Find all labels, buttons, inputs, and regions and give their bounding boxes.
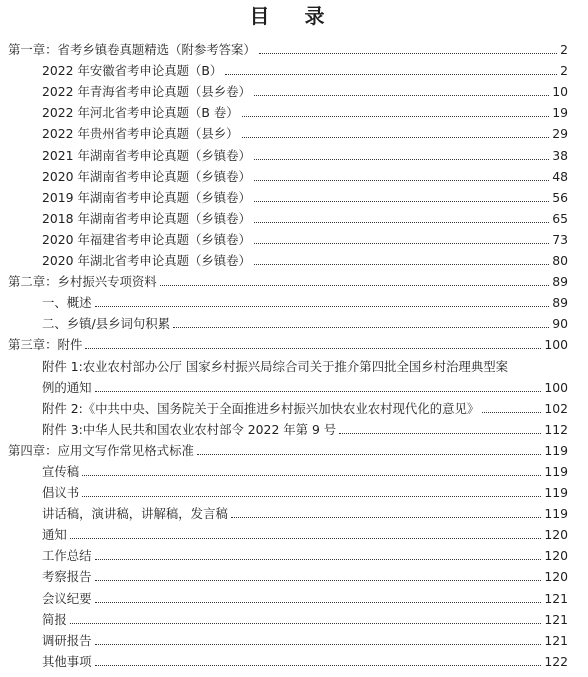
toc-dot-leader: [339, 433, 541, 434]
toc-page-number: 65: [552, 210, 568, 226]
toc-page-number: 102: [544, 400, 568, 416]
toc-dot-leader: [70, 623, 542, 624]
toc-page-number: 119: [544, 442, 568, 458]
toc-page-number: 80: [552, 253, 568, 269]
toc-dot-leader: [254, 201, 549, 202]
toc-page-number: 121: [544, 590, 568, 606]
toc-dot-leader: [95, 580, 542, 581]
toc-dot-leader: [173, 327, 549, 328]
toc-section-entry[interactable]: [0, 627, 588, 648]
toc-page-number: 10: [552, 84, 568, 100]
toc-dot-leader: [197, 454, 541, 455]
toc-section-entry[interactable]: [0, 395, 588, 416]
toc-section-entry[interactable]: [0, 606, 588, 627]
toc-entry-label: 宣传稿: [42, 463, 80, 479]
toc-entry-label: 2019 年湖南省考申论真题（乡镇卷）: [42, 189, 251, 205]
toc-page-number: 89: [552, 295, 568, 311]
toc-page-number: 38: [552, 147, 568, 163]
toc-page-number: 2: [560, 42, 568, 58]
toc-dot-leader: [95, 559, 542, 560]
toc-entry-label: 调研报告: [42, 632, 92, 648]
toc-page-number: 119: [544, 463, 568, 479]
toc-section-entry[interactable]: [0, 57, 588, 78]
toc-dot-leader: [85, 348, 541, 349]
toc-entry-label: 一、概述: [42, 295, 92, 311]
toc-chapter-entry[interactable]: [0, 437, 588, 458]
toc-entry-label: 倡议书: [42, 485, 80, 501]
toc-chapter-entry[interactable]: [0, 36, 588, 57]
toc-section-entry[interactable]: [0, 563, 588, 584]
toc-entry-label: 2020 年福建省考申论真题（乡镇卷）: [42, 231, 251, 247]
toc-entry-label: 会议纪要: [42, 590, 92, 606]
toc-entry-label: 简报: [42, 611, 67, 627]
toc-dot-leader: [242, 116, 550, 117]
toc-entry-label: 考察报告: [42, 569, 92, 585]
document-title: 目 录: [249, 4, 339, 28]
toc-entry-label: 附件 3:中华人民共和国农业农村部令 2022 年第 9 号: [42, 421, 337, 437]
toc-page-number: 120: [544, 548, 568, 564]
toc-section-entry[interactable]: [0, 289, 588, 310]
toc-section-entry[interactable]: [0, 416, 588, 437]
toc-page-number: 121: [544, 611, 568, 627]
toc-dot-leader: [254, 222, 549, 223]
toc-page-number: 89: [552, 274, 568, 290]
toc-entry-label: 例的通知: [42, 379, 92, 395]
toc-page-number: 112: [544, 421, 568, 437]
toc-entry-label: 附件 2:《中共中央、国务院关于全面推进乡村振兴加快农业农村现代化的意见》: [42, 400, 480, 416]
toc-page-number: 119: [544, 485, 568, 501]
toc-page-number: 90: [552, 316, 568, 332]
toc-entry-label: 第四章：应用文写作常见格式标准: [8, 442, 194, 458]
toc-entry-label: 第二章：乡村振兴专项资料: [8, 274, 157, 290]
toc-dot-leader: [82, 475, 541, 476]
toc-chapter-entry[interactable]: [0, 331, 588, 352]
toc-entry-label: 2021 年湖南省考申论真题（乡镇卷）: [42, 147, 251, 163]
toc-dot-leader: [254, 243, 549, 244]
toc-dot-leader: [95, 665, 542, 666]
toc-section-entry[interactable]: [0, 141, 588, 162]
toc-dot-leader: [259, 53, 557, 54]
toc-page-number: 100: [544, 379, 568, 395]
toc-page-number: 73: [552, 231, 568, 247]
toc-page-number: 100: [544, 337, 568, 353]
toc-chapter-entry[interactable]: [0, 268, 588, 289]
toc-entry-label: 其他事项: [42, 653, 92, 669]
toc-dot-leader: [95, 602, 542, 603]
toc-section-entry[interactable]: [0, 78, 588, 99]
toc-dot-leader: [254, 159, 549, 160]
toc-entry-label: 工作总结: [42, 548, 92, 564]
toc-page-number: 121: [544, 632, 568, 648]
toc-page-number: 2: [560, 63, 568, 79]
toc-dot-leader: [95, 391, 542, 392]
toc-dot-leader: [225, 74, 557, 75]
toc-section-entry[interactable]: [0, 184, 588, 205]
toc-section-entry[interactable]: [0, 479, 588, 500]
toc-page-number: 29: [552, 126, 568, 142]
toc-entry-label: 2022 年青海省考申论真题（县乡卷）: [42, 84, 251, 100]
toc-dot-leader: [482, 412, 541, 413]
toc-entry-label: 2020 年湖南省考申论真题（乡镇卷）: [42, 168, 251, 184]
toc-section-entry[interactable]: [0, 99, 588, 120]
toc-dot-leader: [254, 264, 549, 265]
toc-dot-leader: [95, 306, 550, 307]
toc-section-entry[interactable]: [0, 374, 588, 395]
toc-section-entry[interactable]: [0, 500, 588, 521]
toc-entry-label: 第三章：附件: [8, 337, 83, 353]
toc-page-number: 48: [552, 168, 568, 184]
toc-dot-leader: [231, 517, 541, 518]
toc-dot-leader: [95, 644, 542, 645]
toc-section-entry[interactable]: [0, 120, 588, 141]
toc-entry-label: 通知: [42, 527, 67, 543]
toc-dot-leader: [242, 137, 550, 138]
toc-entry-label: 2020 年湖北省考申论真题（乡镇卷）: [42, 253, 251, 269]
toc-page-number: 119: [544, 506, 568, 522]
toc-section-entry[interactable]: [0, 352, 588, 373]
toc-section-entry[interactable]: [0, 163, 588, 184]
toc-entry-label: 二、乡镇/县乡词句积累: [42, 316, 171, 332]
toc-page-number: 19: [552, 105, 568, 121]
toc-section-entry[interactable]: [0, 226, 588, 247]
toc-dot-leader: [70, 538, 542, 539]
toc-section-entry[interactable]: [0, 648, 588, 669]
toc-page-number: 56: [552, 189, 568, 205]
toc-dot-leader: [254, 95, 549, 96]
toc-entry-label: 2018 年湖南省考申论真题（乡镇卷）: [42, 210, 251, 226]
toc-entry-label: 讲话稿，演讲稿，讲解稿，发言稿: [42, 506, 228, 522]
toc-page-number: 122: [544, 653, 568, 669]
toc-section-entry[interactable]: [0, 205, 588, 226]
toc-page-number: 120: [544, 527, 568, 543]
toc-entry-label: 附件 1:农业农村部办公厅 国家乡村振兴局综合司关于推介第四批全国乡村治理典型案: [42, 358, 508, 374]
toc-page-number: 120: [544, 569, 568, 585]
toc-entry-label: 2022 年河北省考申论真题（B 卷）: [42, 105, 239, 121]
toc-dot-leader: [82, 496, 541, 497]
toc-dot-leader: [254, 180, 549, 181]
toc-dot-leader: [160, 285, 550, 286]
table-of-contents: [0, 36, 588, 669]
toc-section-entry[interactable]: [0, 542, 588, 563]
toc-entry-label: 2022 年贵州省考申论真题（县乡）: [42, 126, 239, 142]
toc-entry-label: 2022 年安徽省考申论真题（B）: [42, 63, 223, 79]
toc-section-entry[interactable]: [0, 521, 588, 542]
toc-section-entry[interactable]: [0, 458, 588, 479]
toc-section-entry[interactable]: [0, 584, 588, 605]
toc-section-entry[interactable]: [0, 247, 588, 268]
toc-entry-label: 第一章：省考乡镇卷真题精选（附参考答案）: [8, 42, 256, 58]
toc-section-entry[interactable]: [0, 310, 588, 331]
